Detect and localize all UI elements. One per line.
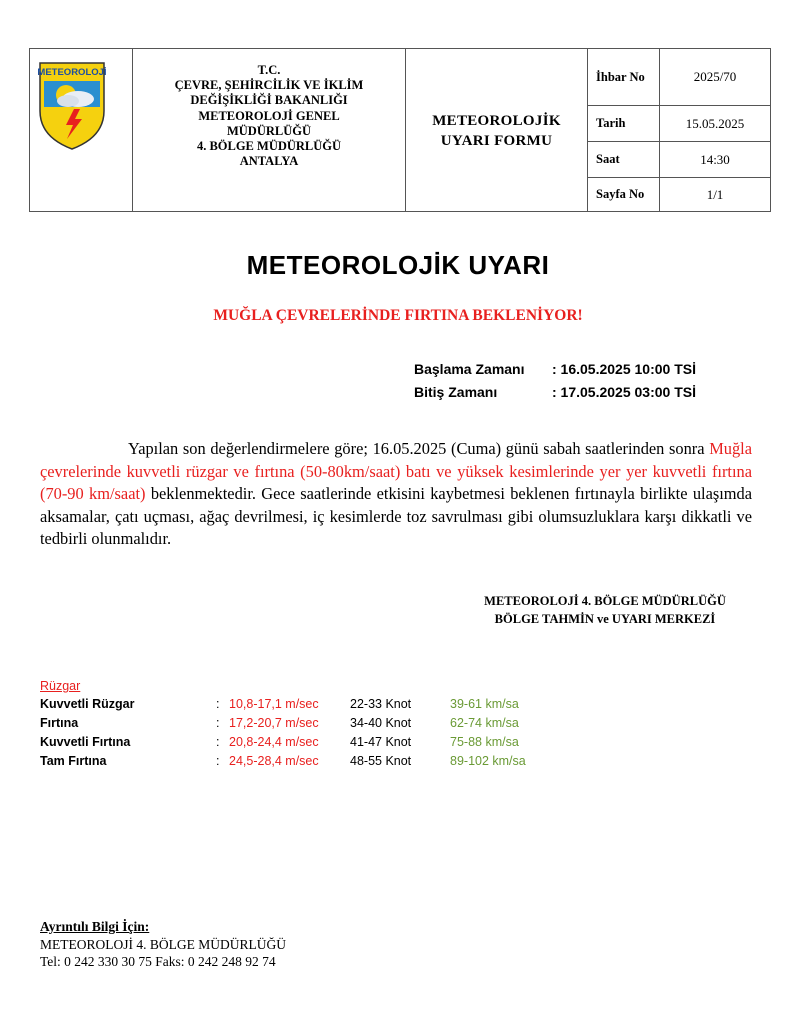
signature: METEOROLOJİ 4. BÖLGE MÜDÜRLÜĞÜ BÖLGE TAHMİN ve UYARI MERKEZİ <box>484 594 726 626</box>
start-time-value: : 16.05.2025 10:00 TSİ <box>552 361 696 377</box>
body-part-1: Yapılan son değerlendirmelere göre; 16.05.2025 (Cuma) günü sabah saatlerinden sonra <box>128 439 710 458</box>
start-time-label: Başlama Zamanı <box>414 361 525 377</box>
form-title-cell <box>406 49 588 211</box>
contact-phone: Tel: 0 242 330 30 75 Faks: 0 242 248 92 74 <box>40 954 276 969</box>
meta-value: 2025/70 <box>693 69 737 84</box>
meta-row-saat <box>588 142 770 178</box>
meta-value: 14:30 <box>700 151 730 167</box>
institution-name: T.C. ÇEVRE, ŞEHİRCİLİK VE İKLİM DEĞİŞİKLİĞİ BAKANLIĞI METEOROLOJİ GENEL MÜDÜRLÜĞÜ 4. BÖLGE MÜDÜRLÜĞÜ ANTALYA <box>174 63 364 169</box>
wind-row: Tam Fırtına : 24,5-28,4 m/sec 48-55 Knot 89-102 km/sa <box>40 754 526 768</box>
warning-subtitle: MUĞLA ÇEVRELERİNDE FIRTINA BEKLENİYOR! <box>213 307 583 324</box>
page-title: METEOROLOJİK UYARI <box>246 250 550 280</box>
meteoroloji-logo <box>36 59 108 151</box>
form-title: METEOROLOJİK UYARI FORMU <box>432 113 561 149</box>
header-table <box>29 48 771 212</box>
start-time-row <box>414 361 696 377</box>
body-part-2-highlight: Muğla çevrelerinde kuvvetli rüzgar ve fırtına (50-80km/saat) batı ve yüksek kesimlerinde yer yer kuvvetli fırtına (70-90 km/saat) <box>40 439 752 504</box>
contact-footer <box>40 918 286 971</box>
wind-heading: Rüzgar <box>40 679 81 693</box>
logo-text: METEOROLOJİ <box>37 67 107 78</box>
meta-value: 15.05.2025 <box>685 115 745 131</box>
meta-value: 1/1 <box>706 186 724 202</box>
meta-label: Tarih <box>588 106 660 141</box>
meta-label: Saat <box>588 142 660 177</box>
meta-row-sayfa <box>588 178 770 211</box>
meta-label: Sayfa No <box>588 178 660 211</box>
body-part-3: beklenmektedir. Gece saatlerinde etkisini kaybetmesi beklenen fırtınayla birlikte ulaşımda aksamalar, çatı uçması, ağaç devrilmesi, iç kesimlerde toz savrulması gibi olumsuzluklara karşı dikkatli ve tedbirli olunmalıdır. <box>40 484 752 549</box>
wind-row: Kuvvetli Rüzgar : 10,8-17,1 m/sec 22-33 Knot 39-61 km/sa <box>40 697 519 711</box>
meta-row-ihbar <box>588 49 770 106</box>
wind-row: Fırtına : 17,2-20,7 m/sec 34-40 Knot 62-74 km/sa <box>40 716 519 730</box>
meta-row-tarih <box>588 106 770 142</box>
contact-org: METEOROLOJİ 4. BÖLGE MÜDÜRLÜĞÜ <box>40 936 286 952</box>
institution-cell <box>133 49 406 211</box>
end-time-value: : 17.05.2025 03:00 TSİ <box>552 384 696 400</box>
contact-heading: Ayrıntılı Bilgi İçin: <box>40 919 150 934</box>
wind-row: Kuvvetli Fırtına : 20,8-24,4 m/sec 41-47 Knot 75-88 km/sa <box>40 735 519 749</box>
end-time-row <box>414 384 696 400</box>
meta-cell <box>588 49 770 211</box>
end-time-label: Bitiş Zamanı <box>414 384 498 400</box>
warning-body <box>40 438 752 551</box>
meta-label: İhbar No <box>588 49 660 105</box>
logo-cell <box>30 49 133 211</box>
